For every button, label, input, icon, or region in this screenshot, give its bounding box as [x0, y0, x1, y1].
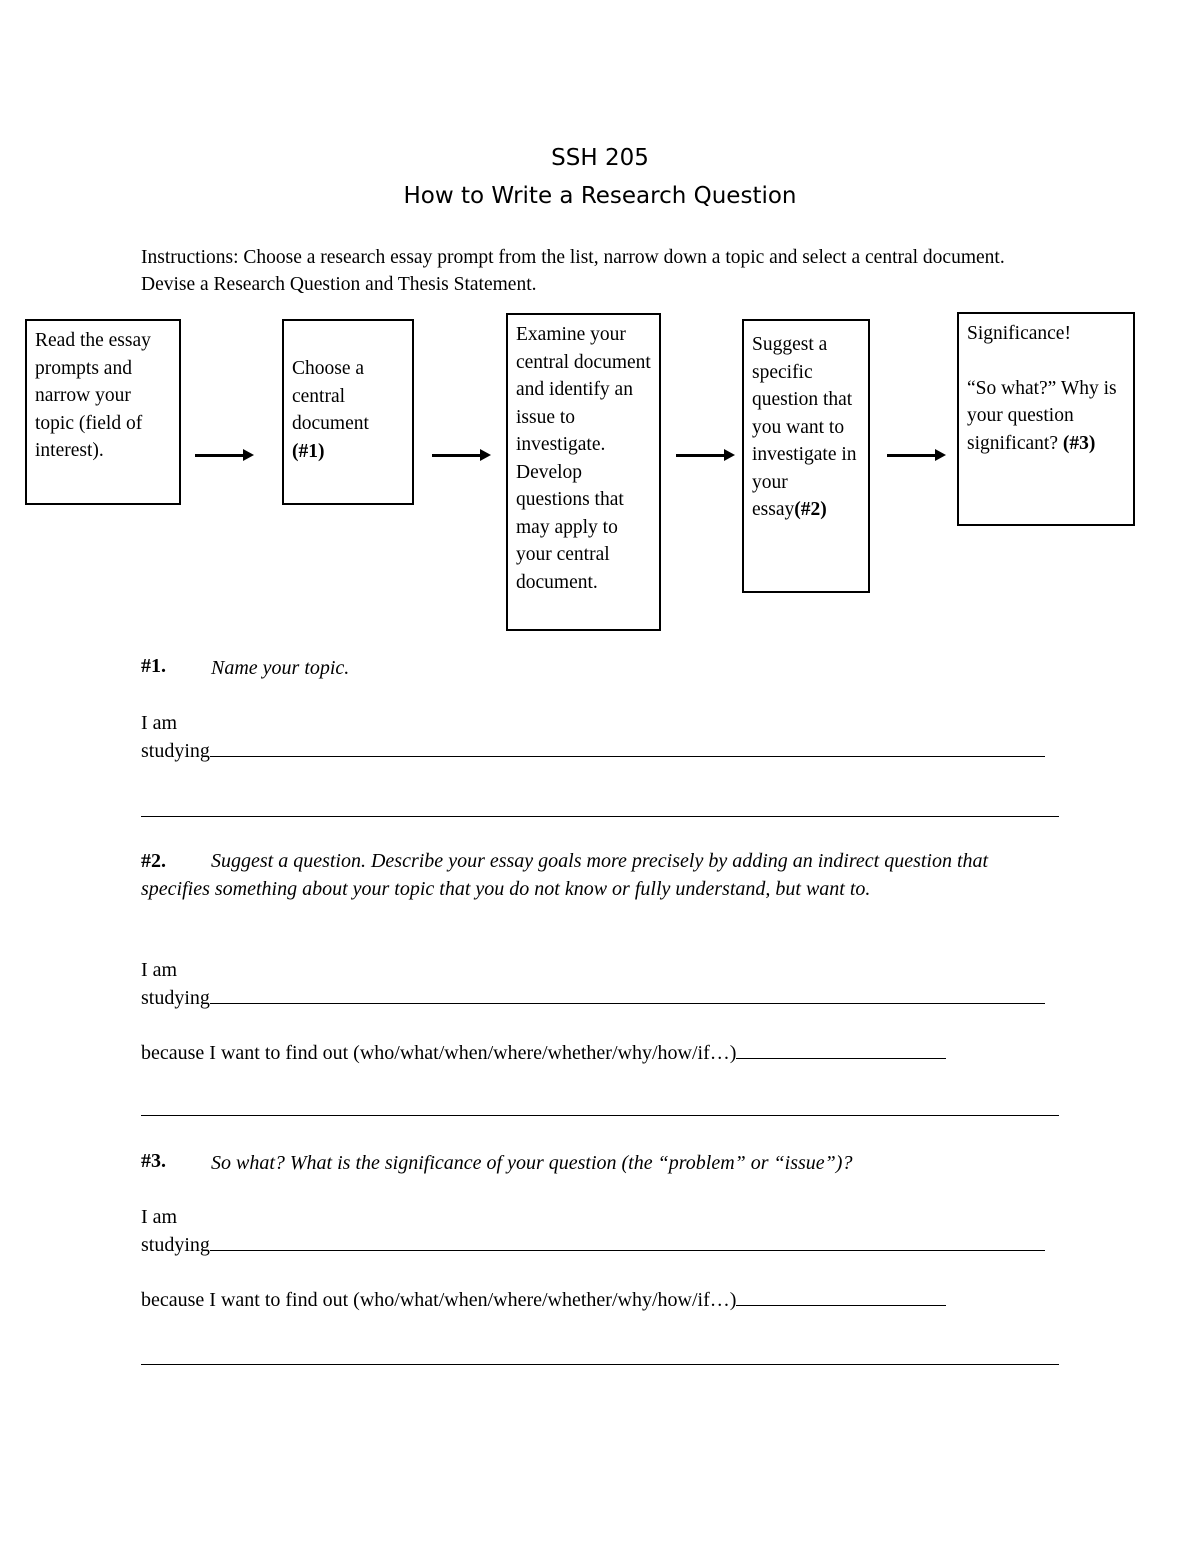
flow-step-significance-text: “So what?” Why is your question significant?: [967, 377, 1117, 454]
flow-step-read-prompts-text: Read the essay prompts and narrow your topic (field of interest).: [35, 330, 151, 461]
question-3-because: [141, 1286, 1059, 1314]
flow-arrow-4: [887, 454, 937, 457]
question-3-because-label: because I want to find out (who/what/when/where/whether/why/how/if…): [141, 1289, 737, 1311]
question-3-prompt: So what? What is the significance of your question (the “problem” or “issue”)?: [211, 1152, 853, 1174]
question-2-header: [141, 847, 1051, 903]
question-1-prompt: Name your topic.: [211, 657, 350, 679]
question-3-studying-label: studying: [141, 1234, 210, 1256]
course-code: SSH 205: [551, 145, 649, 171]
page-title: How to Write a Research Question: [403, 183, 797, 209]
flow-step-suggest-question-text: Suggest a specific question that you want to investigate in your essay: [752, 334, 857, 520]
question-2-answer-line-1[interactable]: [210, 1003, 1045, 1004]
question-2-i-am: I am: [141, 959, 178, 981]
flow-step-choose-document-ref: (#1): [292, 440, 325, 462]
flow-step-choose-document: [282, 319, 414, 505]
flow-step-suggest-question-ref: (#2): [794, 499, 827, 520]
flow-step-examine-document: [506, 313, 661, 631]
question-3-studying: [141, 1231, 1059, 1259]
question-1-answer-line-1[interactable]: [210, 756, 1045, 757]
flow-step-significance: [957, 312, 1135, 526]
question-2-studying: [141, 984, 1059, 1012]
question-3-answer-line-3[interactable]: [141, 1364, 1059, 1365]
question-3-answer-line-1[interactable]: [210, 1250, 1045, 1251]
instructions: Instructions: Choose a research essay prompt from the list, narrow down a topic and select a central document. Devise a Research Question and Thesis Statement.: [141, 247, 1005, 295]
flow-step-significance-title: Significance!: [967, 323, 1071, 344]
question-2-number: #2.: [141, 850, 166, 872]
question-1-studying: [141, 737, 1059, 765]
question-1-answer-line-2[interactable]: [141, 816, 1059, 817]
question-1-header: [141, 655, 166, 678]
flow-step-read-prompts: [25, 319, 181, 505]
flow-step-choose-document-text: Choose a central document: [292, 358, 369, 434]
flow-step-significance-ref: (#3): [1062, 432, 1096, 454]
flow-arrow-1: [195, 454, 245, 457]
question-3-header: [141, 1150, 166, 1173]
question-1-studying-label: studying: [141, 740, 210, 762]
question-2-prompt: Suggest a question. Describe your essay goals more precisely by adding an indirect question that specifies something about your topic that you do not know or fully understand, but want to.: [141, 850, 989, 900]
flow-arrow-2: [432, 454, 482, 457]
question-1-i-am: I am: [141, 712, 178, 734]
question-3-number: #3.: [141, 1150, 166, 1172]
question-3-i-am: I am: [141, 1206, 178, 1228]
flow-step-suggest-question: [742, 319, 870, 593]
question-2-because-label: because I want to find out (who/what/when/where/whether/why/how/if…): [141, 1042, 737, 1064]
question-3-answer-line-2[interactable]: [736, 1305, 946, 1306]
question-2-answer-line-2[interactable]: [736, 1058, 946, 1059]
flow-arrow-3: [676, 454, 726, 457]
question-2-because: [141, 1039, 1059, 1067]
question-1-number: #1.: [141, 655, 166, 677]
question-2-answer-line-3[interactable]: [141, 1115, 1059, 1116]
question-2-studying-label: studying: [141, 987, 210, 1009]
flow-step-examine-document-text: Examine your central document and identify an issue to investigate. Develop questions that may apply to your central document.: [516, 324, 651, 593]
